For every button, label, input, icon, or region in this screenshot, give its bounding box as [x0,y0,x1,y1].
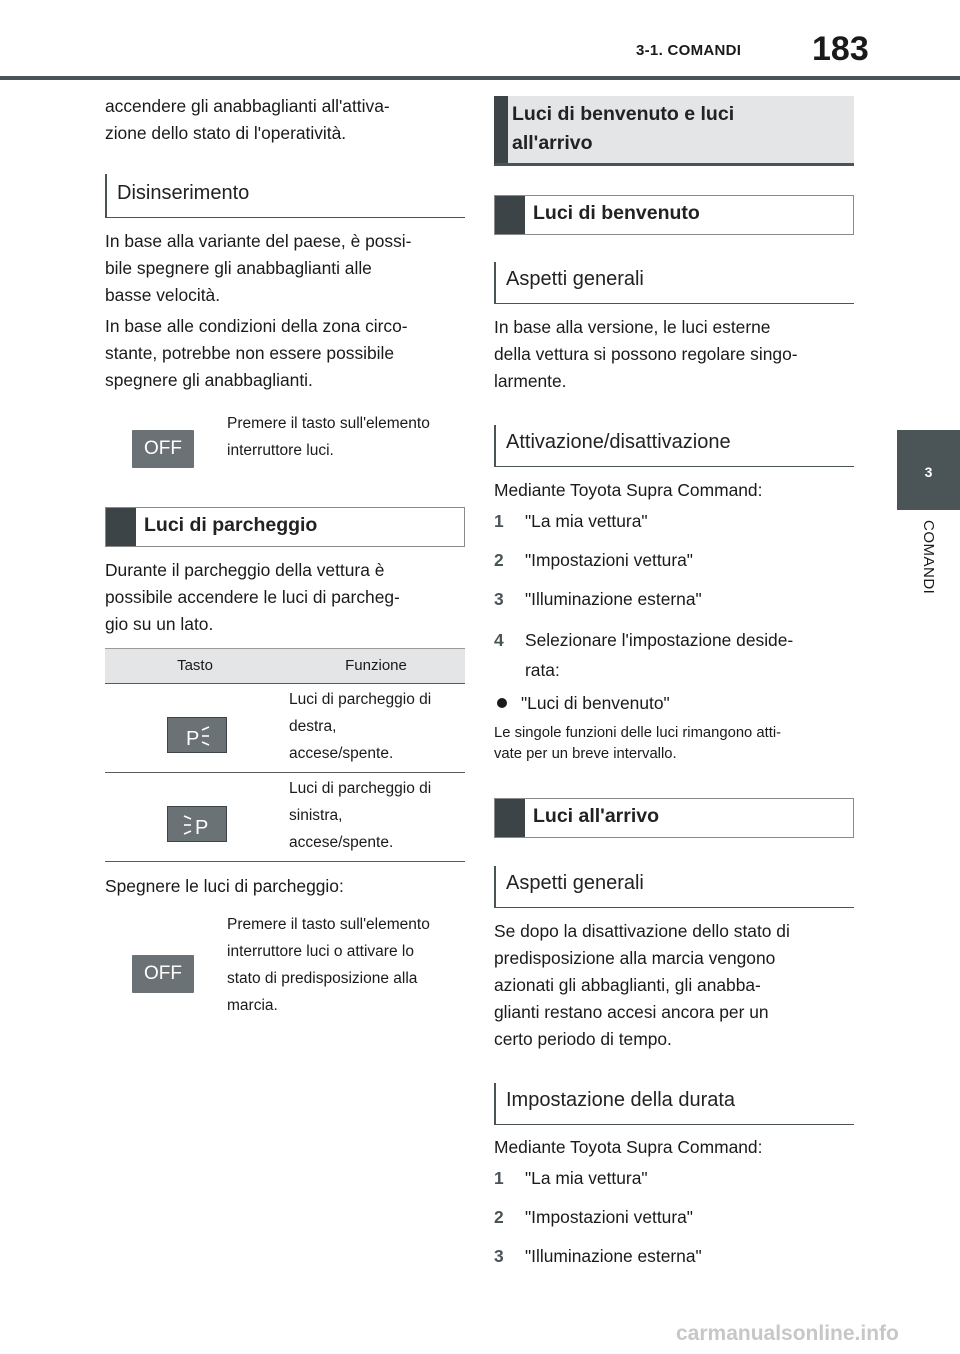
step-number: 1 [494,1168,504,1188]
svg-text:P: P [195,817,209,839]
off-button-icon: OFF [132,955,194,993]
heading-luci-benvenuto [494,195,854,235]
heading-benvenuto-arrivo [494,96,854,166]
heading-bar [106,508,136,546]
heading-text: Impostazione della durata [506,1089,736,1111]
off-button-description: Premere il tasto sull'elemento interruttore luci. [227,415,430,459]
off-button-description: Premere il tasto sull'elemento interruttore luci o attivare lo stato di predisposizione alla marcia. [227,916,430,1014]
heading-luci-arrivo [494,798,854,838]
disinserimento-paragraph-2: In base alle condizioni della zona circo- stante, potrebbe non essere possibile spegnere gli anabbaglianti. [105,316,408,390]
heading-aspetti-generali [494,866,854,908]
watermark: carmanualsonline.info [676,1322,899,1345]
list-item [494,1243,854,1270]
parking-light-left-icon [167,806,227,842]
table-header-funzione: Funzione [345,657,407,674]
steps-list [494,1165,854,1282]
bullet-item [494,690,854,717]
heading-text: Luci di parcheggio [144,514,318,536]
parking-light-right-icon [167,717,227,753]
step-number: 2 [494,1207,504,1227]
heading-text: Aspetti generali [506,268,644,290]
step-number: 2 [494,550,504,570]
off-intro: Spegnere le luci di parcheggio: [105,876,344,896]
intro-paragraph: accendere gli anabbaglianti all'attiva- zione dello stato di l'operatività. [105,96,390,143]
list-item [494,1165,854,1192]
heading-bar [494,96,508,163]
note-text: Le singole funzioni delle luci rimangono atti- vate per un breve intervallo. [494,725,782,762]
heading-bar [495,799,525,837]
heading-text: Attivazione/disattivazione [506,431,731,453]
command-intro: Mediante Toyota Supra Command: [494,1137,763,1157]
arrivo-paragraph: Se dopo la disattivazione dello stato di predisposizione alla marcia vengono azionati gli abbaglianti, gli anabba- glianti restano accesi ancora per un certo periodo di tempo. [494,921,790,1049]
list-item [494,625,854,685]
list-item [494,508,854,535]
table-header-tasto: Tasto [177,657,213,674]
parcheggio-paragraph: Durante il parcheggio della vettura è possibile accendere le luci di parcheg- gio su un lato. [105,560,400,634]
table-row [105,773,465,862]
step-number: 3 [494,1246,504,1266]
list-item [494,586,854,613]
step-number: 4 [494,630,504,650]
heading-text: Luci all'arrivo [533,805,660,827]
step-text: "La mia vettura" [525,1168,648,1188]
step-number: 1 [494,511,504,531]
off-button-icon: OFF [132,430,194,468]
table-cell-function: Luci di parcheggio di sinistra, accese/spente. [289,780,432,851]
benvenuto-paragraph: In base alla versione, le luci esterne della vettura si possono regolare singo- larmente. [494,317,798,391]
table-cell-function: Luci di parcheggio di destra, accese/spente. [289,691,432,762]
list-item [494,547,854,574]
steps-list [494,508,854,697]
heading-bar [495,196,525,234]
heading-aspetti-generali [494,262,854,304]
heading-luci-parcheggio [105,507,465,547]
heading-text: Luci di benvenuto [533,202,700,224]
heading-text: Luci di benvenuto e luci all'arrivo [512,103,735,154]
heading-text: Aspetti generali [506,872,644,894]
heading-durata [494,1083,854,1125]
table-header [105,648,465,684]
disinserimento-paragraph-1: In base alla variante del paese, è possi- bile spegnere gli anabbaglianti alle basse velocità. [105,231,412,305]
header-rule [0,76,960,80]
chapter-tab[interactable]: 3 [897,430,960,510]
page-number: 183 [812,30,869,68]
heading-attivazione [494,425,854,467]
table-row [105,684,465,773]
step-number: 3 [494,589,504,609]
heading-text: Disinserimento [117,182,250,204]
chapter-label: COMANDI [920,520,937,595]
list-item [494,1204,854,1231]
step-text: "Impostazioni vettura" [525,550,693,570]
step-text: Selezionare l'impostazione deside- rata: [525,630,794,680]
bullet-text: "Luci di benvenuto" [521,693,670,713]
heading-disinserimento [105,174,465,218]
step-text: "Impostazioni vettura" [525,1207,693,1227]
svg-text:P: P [186,728,200,750]
step-text: "La mia vettura" [525,511,648,531]
step-text: "Illuminazione esterna" [525,589,702,609]
bullet-icon [497,698,507,708]
step-text: "Illuminazione esterna" [525,1246,702,1266]
command-intro: Mediante Toyota Supra Command: [494,480,763,500]
section-title: 3-1. COMANDI [636,42,742,59]
parking-lights-table [105,648,465,862]
